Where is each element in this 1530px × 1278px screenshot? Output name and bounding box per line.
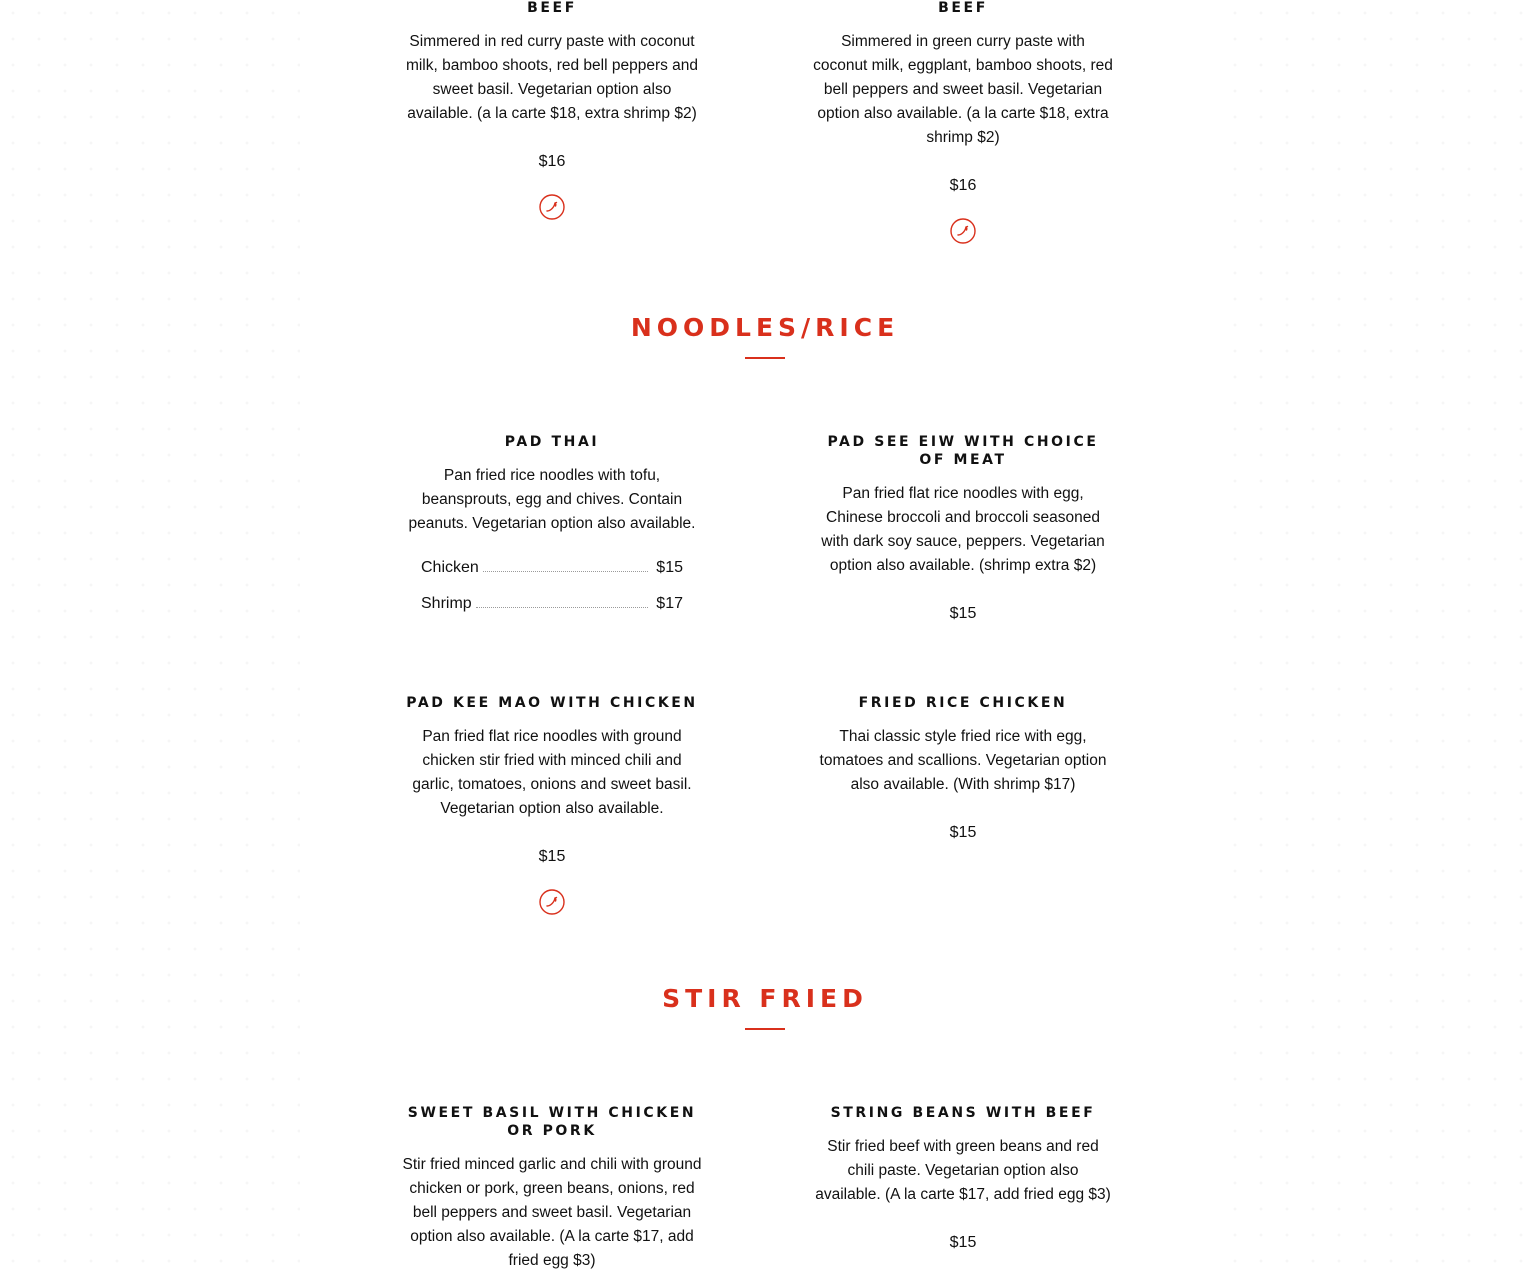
item-description: Pan fried flat rice noodles with ground chicken stir fried with minced chili and garlic, tomatoes, onions and sweet basil. Vegetarian option also available. [412,728,692,817]
price-option-row [421,558,683,594]
item-name: STRING BEANS WITH BEEF [830,1105,1096,1121]
item-name: PAD SEE EIW WITH CHOICE OF MEAT [827,434,1099,468]
chili-pepper-icon [539,194,565,220]
item-name: SWEET BASIL WITH CHICKEN OR PORK [407,1105,697,1139]
option-name: Chicken [421,559,479,576]
item-description: Stir fried beef with green beans and red chili paste. Vegetarian option also available. (A la carte $17, add fried egg $3) [815,1138,1111,1203]
section-title-noodles-rice: NOODLES/RICE [630,313,900,342]
chili-pepper-icon [539,889,565,915]
option-price: $17 [656,595,683,612]
item-name: FRIED RICE CHICKEN [858,695,1068,711]
item-description: Thai classic style fried rice with egg, tomatoes and scallions. Vegetarian option also available. (With shrimp $17) [819,728,1107,793]
dot-leader [483,559,648,572]
price-option-row [421,594,683,630]
option-price: $15 [656,559,683,576]
menu-item-pad-see-eiw [813,433,1113,624]
item-price: $15 [949,824,977,841]
item-description: Pan fried rice noodles with tofu, beansprouts, egg and chives. Contain peanuts. Vegetarian option also available. [408,467,696,532]
item-price: $16 [949,177,977,194]
dot-leader [476,595,649,608]
item-name: BEEF [527,0,577,16]
section-divider [745,357,785,359]
item-description: Simmered in green curry paste with coconut milk, eggplant, bamboo shoots, red bell peppers and sweet basil. Vegetarian option also available. (a la carte $18, extra shrimp $2) [813,33,1113,146]
item-price: $15 [949,605,977,622]
item-name: BEEF [938,0,988,16]
price-options-list [421,558,683,630]
menu-item-sweet-basil [402,1104,702,1273]
item-description: Pan fried flat rice noodles with egg, Chinese broccoli and broccoli seasoned with dark soy sauce, peppers. Vegetarian option also available. (shrimp extra $2) [821,485,1105,574]
item-price: $15 [538,848,566,865]
menu-item-pad-thai [402,433,702,630]
item-price: $15 [949,1234,977,1251]
item-name: PAD THAI [504,434,600,450]
menu-item-red-curry-beef [402,0,702,224]
option-name: Shrimp [421,595,472,612]
menu-item-string-beans-beef [813,1104,1113,1253]
item-price: $16 [538,153,566,170]
section-title-stir-fried: STIR FRIED [662,984,868,1013]
item-name: PAD KEE MAO WITH CHICKEN [406,695,698,711]
menu-item-fried-rice-chicken [813,694,1113,843]
menu-item-pad-kee-mao [402,694,702,919]
menu-item-green-curry-beef [813,0,1113,248]
section-divider [745,1028,785,1030]
item-description: Stir fried minced garlic and chili with ground chicken or pork, green beans, onions, red bell peppers and sweet basil. Vegetarian option also available. (A la carte $17, add fried egg $3) [402,1156,702,1269]
chili-pepper-icon [950,218,976,244]
item-description: Simmered in red curry paste with coconut milk, bamboo shoots, red bell peppers and sweet basil. Vegetarian option also available. (a la carte $18, extra shrimp $2) [405,33,699,122]
